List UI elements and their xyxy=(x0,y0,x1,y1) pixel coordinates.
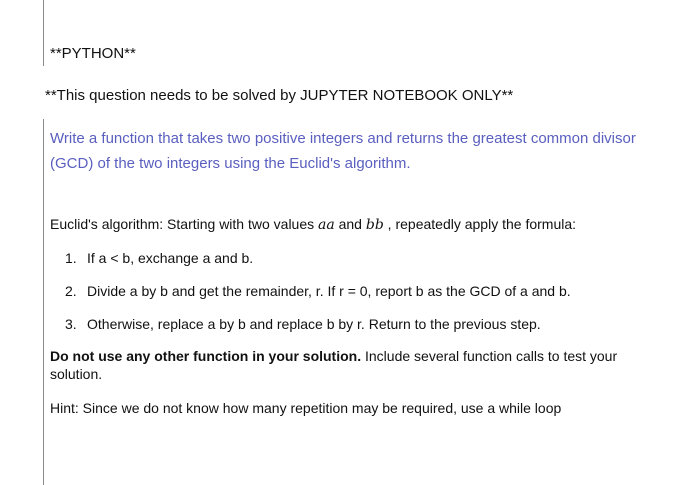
algorithm-steps xyxy=(50,249,670,348)
step-text: Otherwise, replace a by b and replace b by r. Return to the previous step. xyxy=(87,316,541,332)
language-label: **PYTHON** xyxy=(50,45,136,62)
notebook-notice: **This question needs to be solved by JUPYTER NOTEBOOK ONLY** xyxy=(45,87,514,104)
hint-text: Hint: Since we do not know how many repetition may be required, use a while loop xyxy=(50,400,562,416)
step-number: 1. xyxy=(65,250,77,266)
algorithm-intro xyxy=(50,215,576,234)
step-text: Divide a by b and get the remainder, r. If r = 0, report b as the GCD of a and b. xyxy=(87,283,571,299)
rule-bold: Do not use any other function in your solution. xyxy=(50,348,362,364)
solution-rule xyxy=(50,347,660,383)
margin-line-bottom xyxy=(43,119,44,485)
step-number: 3. xyxy=(65,316,77,332)
algorithm-intro-and: and xyxy=(334,216,366,232)
step-item xyxy=(50,315,670,348)
algorithm-intro-suffix: , repeatedly apply the formula: xyxy=(383,216,577,232)
step-item xyxy=(50,249,670,282)
rule-rest: Include several function calls to test your solution. xyxy=(50,348,618,382)
step-item xyxy=(50,282,670,315)
step-text: If a < b, exchange a and b. xyxy=(87,250,254,266)
margin-line-top xyxy=(43,0,44,66)
question-text: Write a function that takes two positive integers and returns the greatest common divisor (GCD) of the two integers using the Euclid's algorithm. xyxy=(50,130,636,172)
algorithm-intro-prefix: Euclid's algorithm: Starting with two values xyxy=(50,216,319,232)
variable-a: aa xyxy=(318,217,335,233)
step-number: 2. xyxy=(65,283,77,299)
variable-b: bb xyxy=(365,217,384,233)
